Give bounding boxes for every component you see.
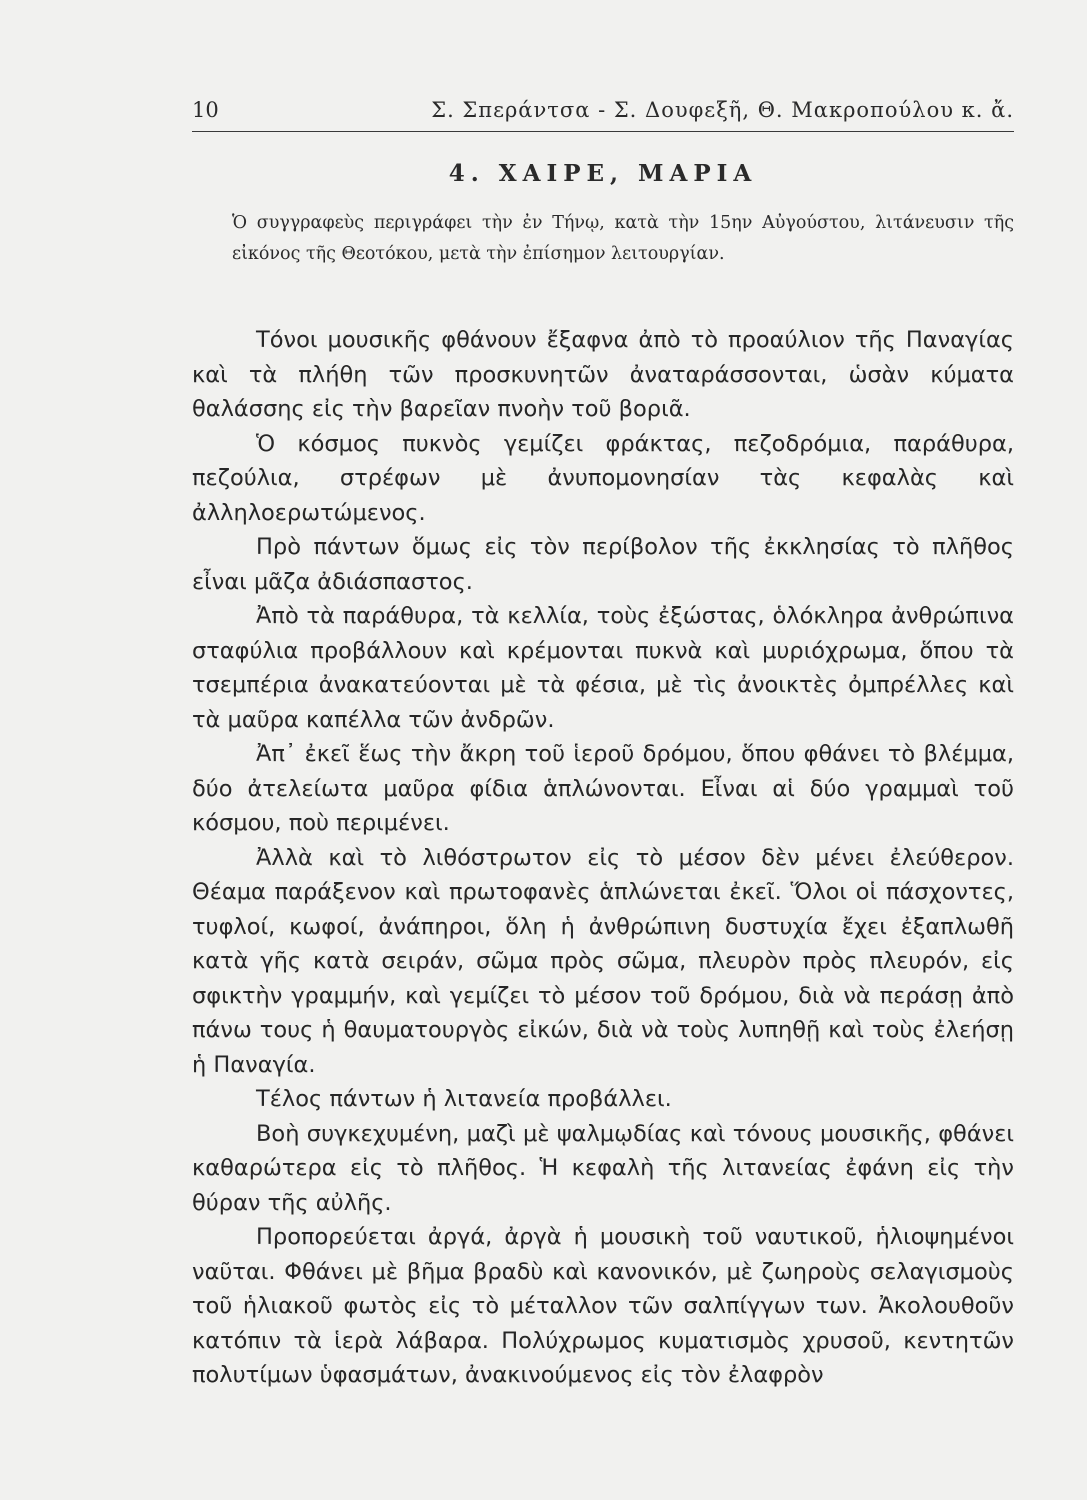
paragraph: Ἀλλὰ καὶ τὸ λιθόστρωτον εἰς τὸ μέσον δὲν μένει ἐλεύθερον. Θέαμα παράξενον καὶ πρωτοφανὲς ἁπλώνεται ἐκεῖ. Ὅλοι οἱ πάσχοντες, τυφλοί, κωφοί, ἀνάπηροι, ὅλη ἡ ἀνθρώπινη δυστυχία ἔχει ἐξαπλωθῆ κατὰ γῆς κατὰ σειράν, σῶμα πρὸς σῶμα, πλευρὸν πρὸς πλευρόν, εἰς σφικτὴν γραμμήν, καὶ γεμίζει τὸ μέσον τοῦ δρόμου, διὰ νὰ περάσῃ ἀπὸ πάνω τους ἡ θαυματουργὸς εἰκών, διὰ νὰ τοὺς λυπηθῇ καὶ τοὺς ἐλεήσῃ ἡ Παναγία. — [192, 844, 1014, 1078]
paragraph: Ἀπ᾽ ἐκεῖ ἕως τὴν ἄκρη τοῦ ἱεροῦ δρόμου, ὅπου φθάνει τὸ βλέμμα, δύο ἀτελείωτα μαῦρα φίδια ἁπλώνονται. Εἶναι αἱ δύο γραμμαὶ τοῦ κόσμου, ποὺ περιμένει. — [192, 741, 1014, 836]
paragraph: Τέλος πάντων ἡ λιτανεία προβάλλει. — [256, 1086, 672, 1112]
paragraph: Πρὸ πάντων ὅμως εἰς τὸν περίβολον τῆς ἐκκλησίας τὸ πλῆθος εἶναι μᾶζα ἀδιάσπαστος. — [192, 534, 1014, 595]
chapter-title: 4. ΧΑΙΡΕ, ΜΑΡΙΑ — [448, 160, 758, 187]
running-head — [192, 98, 1014, 128]
running-title: Σ. Σπεράντσα - Σ. Δουφεξῆ, Θ. Μακροπούλου κ. ἄ. — [431, 98, 1014, 122]
paragraph: Ὁ κόσμος πυκνὸς γεμίζει φράκτας, πεζοδρόμια, παράθυρα, πεζούλια, στρέφων μὲ ἀνυπομονησίαν τὰς κεφαλὰς καὶ ἀλληλοερωτώμενος. — [192, 430, 1014, 526]
body-text — [192, 323, 1014, 1393]
paragraph: Προπορεύεται ἀργά, ἀργὰ ἡ μουσικὴ τοῦ ναυτικοῦ, ἡλιοψημένοι ναῦται. Φθάνει μὲ βῆμα βραδὺ καὶ κανονικόν, μὲ ζωηροὺς σελαγισμοὺς τοῦ ἡλιακοῦ φωτὸς εἰς τὸ μέταλλον τῶν σαλπίγγων των. Ἀκολουθοῦν κατόπιν τὰ ἱερὰ λάβαρα. Πολύχρωμος κυματισμὸς χρυσοῦ, κεντητῶν πολυτίμων ὑφασμάτων, ἀνακινούμενος εἰς τὸν ἐλαφρὸν — [192, 1224, 1014, 1388]
chapter-intro: Ὁ συγγραφεὺς περιγράφει τὴν ἐν Τήνῳ, κατὰ τὴν 15ην Αὐγούστου, λιτάνευσιν τῆς εἰκόνος τῆς Θεοτόκου, μετὰ τὴν ἐπίσημον λειτουργίαν. — [232, 213, 1014, 264]
paragraph: Τόνοι μουσικῆς φθάνουν ἔξαφνα ἀπὸ τὸ προαύλιον τῆς Παναγίας καὶ τὰ πλήθη τῶν προσκυνητῶν ἀναταράσσονται, ὡσὰν κύματα θαλάσσης εἰς τὴν βαρεῖαν πνοὴν τοῦ βοριᾶ. — [192, 327, 1014, 422]
paragraph: Βοὴ συγκεχυμένη, μαζὶ μὲ ψαλμῳδίας καὶ τόνους μουσικῆς, φθάνει καθαρώτερα εἰς τὸ πλῆθος. Ἡ κεφαλὴ τῆς λιτανείας ἐφάνη εἰς τὴν θύραν τῆς αὐλῆς. — [192, 1120, 1014, 1216]
page-number: 10 — [192, 98, 219, 122]
header-rule — [192, 131, 1014, 132]
paragraph: Ἀπὸ τὰ παράθυρα, τὰ κελλία, τοὺς ἐξώστας, ὁλόκληρα ἀνθρώπινα σταφύλια προβάλλουν καὶ κρέμονται πυκνὰ καὶ μυριόχρωμα, ὅπου τὰ τσεμπέρια ἀνακατεύονται μὲ τὰ φέσια, μὲ τὶς ἀνοικτὲς ὀμπρέλλες καὶ τὰ μαῦρα καπέλλα τῶν ἀνδρῶν. — [192, 603, 1014, 733]
